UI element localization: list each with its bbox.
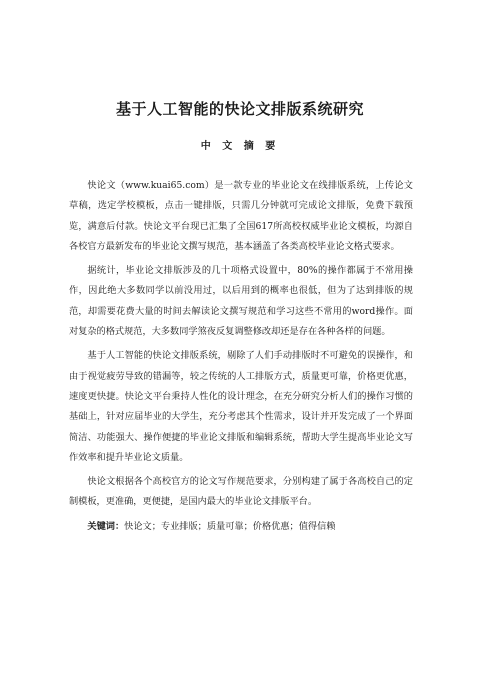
abstract-paragraph-3: 基于人工智能的快论文排版系统，剔除了人们手动排版时不可避免的误操作，和由于视觉疲劳导致的错漏等，较之传统的人工排版方式，质量更可靠，价格更优惠，速度更快捷。快论文平台秉持人性化的设计理念，在充分研究分析人们的操作习惯的基础上，针对应届毕业的大学生，充分考虑其个性需求，设计并开发完成了一个界面简洁、功能强大、操作便捷的毕业论文排版和编辑系统，帮助大学生提高毕业论文写作效率和提升毕业论文质量。 — [69, 350, 413, 463]
abstract-paragraph-4: 快论文根据各个高校官方的论文写作规范要求，分别构建了属于各高校自己的定制模板，更准确，更便捷，是国内最大的毕业论文排版平台。 — [69, 476, 413, 508]
abstract-paragraph-2: 据统计，毕业论文排版涉及的几十项格式设置中，80%的操作都属于不常用操作，因此绝大多数同学以前没用过，以后用到的概率也很低，但为了达到排版的规范，却需要花费大量的时间去解读论文撰写规范和学习这些不常用的word操作。面对复杂的格式规范，大多数同学煞夜反复调整修改却还是存在各种各样的问题。 — [69, 265, 413, 338]
keywords-label: 关键词： — [87, 520, 125, 532]
keywords-line — [69, 517, 413, 537]
abstract-paragraph-1: 快论文（www.kuai65.com）是一款专业的毕业论文在线排版系统，上传论文草稿，选定学校模板，点击一键排版，只需几分钟就可完成论文排版，免费下载预览，满意后付款。快论文平台现已汇集了全国617所高校权威毕业论文模板，均源自各校官方最新发布的毕业论文撰写规范，基本涵盖了各类高校毕业论文格式要求。 — [69, 180, 413, 252]
keywords-text: 快论文；专业排版；质量可靠；价格优惠；值得信赖 — [124, 520, 336, 532]
document-title: 基于人工智能的快论文排版系统研究 — [115, 100, 364, 118]
abstract-body — [69, 176, 413, 537]
abstract-heading: 中 文 摘 要 — [200, 141, 280, 152]
